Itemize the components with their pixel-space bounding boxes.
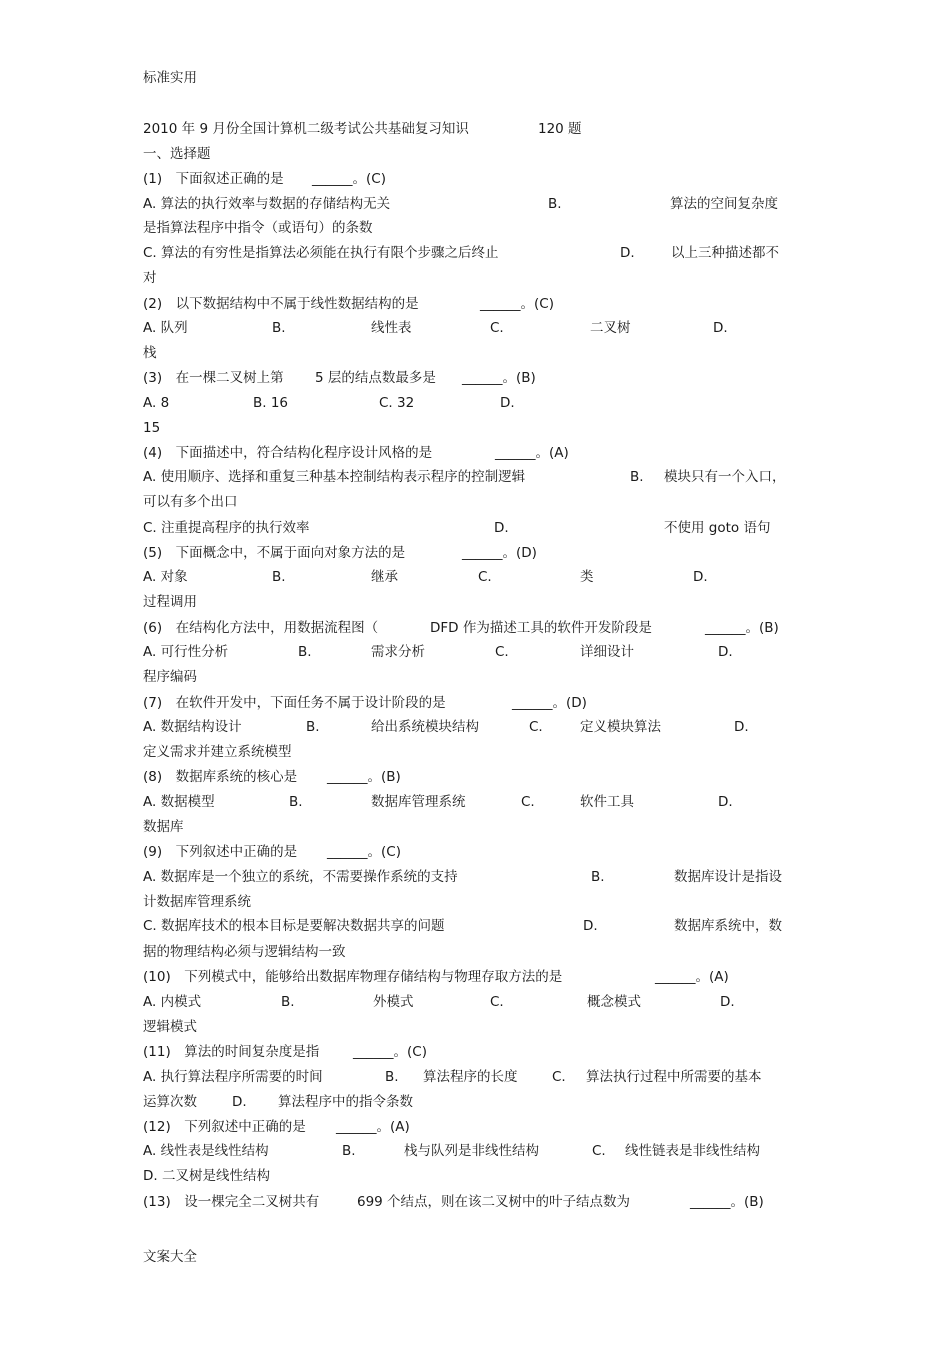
question-count: 120 题 bbox=[538, 121, 582, 137]
q12-option-c-text: 线性链表是非线性结构 bbox=[625, 1143, 760, 1159]
q12-option-d: D. 二叉树是线性结构 bbox=[143, 1168, 270, 1184]
q5-option-b-text: 继承 bbox=[371, 569, 398, 585]
q6-option-c-text: 详细设计 bbox=[580, 644, 634, 660]
q6-stem-continued: DFD 作为描述工具的软件开发阶段是 bbox=[430, 620, 652, 636]
q7-option-b-label: B. bbox=[306, 719, 320, 735]
q9-option-d-continued: 据的物理结构必须与逻辑结构一致 bbox=[143, 944, 346, 960]
q10-option-d-label: D. bbox=[720, 994, 735, 1010]
q11-option-c-continued: 运算次数 bbox=[143, 1094, 197, 1110]
q5-option-d-text: 过程调用 bbox=[143, 594, 197, 610]
q11-option-c-label: C. bbox=[552, 1069, 566, 1085]
q12-option-b-text: 栈与队列是非线性结构 bbox=[404, 1143, 539, 1159]
q10-option-b-label: B. bbox=[281, 994, 295, 1010]
q12-option-a: A. 线性表是线性结构 bbox=[143, 1143, 269, 1159]
q4-option-b-label: B. bbox=[630, 469, 644, 485]
q5-option-c-label: C. bbox=[478, 569, 492, 585]
q4-option-d-text: 不使用 goto 语句 bbox=[664, 520, 771, 536]
q8-option-d-label: D. bbox=[718, 794, 733, 810]
q7-option-b-text: 给出系统模块结构 bbox=[371, 719, 479, 735]
q11-option-b-text: 算法程序的长度 bbox=[423, 1069, 518, 1085]
q8-stem: (8) 数据库系统的核心是 bbox=[143, 769, 298, 785]
q3-option-c: C. 32 bbox=[379, 395, 415, 411]
q1-option-b-continued: 是指算法程序中指令（或语句）的条数 bbox=[143, 220, 373, 236]
q2-option-b-text: 线性表 bbox=[371, 320, 412, 336]
q3-stem-continued: 5 层的结点数最多是 bbox=[315, 370, 436, 386]
q12-option-b-label: B. bbox=[342, 1143, 356, 1159]
q8-option-b-label: B. bbox=[289, 794, 303, 810]
q7-option-c-text: 定义模块算法 bbox=[580, 719, 661, 735]
q4-option-b-text: 模块只有一个入口， bbox=[664, 469, 786, 485]
q10-option-d-text: 逻辑模式 bbox=[143, 1019, 197, 1035]
q11-option-b-label: B. bbox=[385, 1069, 399, 1085]
q2-answer-blank: ______。(C) bbox=[480, 296, 554, 312]
q5-option-a: A. 对象 bbox=[143, 569, 188, 585]
q5-option-c-text: 类 bbox=[580, 569, 594, 585]
q9-option-b-text: 数据库设计是指设 bbox=[674, 869, 782, 885]
q12-stem: (12) 下列叙述中正确的是 bbox=[143, 1119, 306, 1135]
q3-option-d-text: 15 bbox=[143, 420, 161, 436]
q3-option-a: A. 8 bbox=[143, 395, 170, 411]
q7-option-a: A. 数据结构设计 bbox=[143, 719, 242, 735]
q5-option-d-label: D. bbox=[693, 569, 708, 585]
q3-option-d-label: D. bbox=[500, 395, 515, 411]
q2-stem: (2) 以下数据结构中不属于线性数据结构的是 bbox=[143, 296, 419, 312]
q1-option-d-text: 以上三种描述都不 bbox=[671, 245, 779, 261]
q9-option-d-label: D. bbox=[583, 918, 598, 934]
q3-answer-blank: ______。(B) bbox=[462, 370, 536, 386]
q7-answer-blank: ______。(D) bbox=[512, 695, 587, 711]
q4-option-c: C. 注重提高程序的执行效率 bbox=[143, 520, 310, 536]
q9-option-b-continued: 计数据库管理系统 bbox=[143, 894, 251, 910]
section-heading: 一、选择题 bbox=[143, 146, 211, 162]
q10-option-c-text: 概念模式 bbox=[587, 994, 641, 1010]
q9-option-a: A. 数据库是一个独立的系统，不需要操作系统的支持 bbox=[143, 869, 458, 885]
q2-option-b-label: B. bbox=[272, 320, 286, 336]
q11-option-a: A. 执行算法程序所需要的时间 bbox=[143, 1069, 323, 1085]
q4-answer-blank: ______。(A) bbox=[495, 445, 569, 461]
q9-option-c: C. 数据库技术的根本目标是要解决数据共享的问题 bbox=[143, 918, 445, 934]
q8-option-a: A. 数据模型 bbox=[143, 794, 215, 810]
q11-option-d-text: 算法程序中的指令条数 bbox=[278, 1094, 413, 1110]
q5-option-b-label: B. bbox=[272, 569, 286, 585]
q7-option-d-label: D. bbox=[734, 719, 749, 735]
q1-option-d-label: D. bbox=[620, 245, 635, 261]
q1-option-a: A. 算法的执行效率与数据的存储结构无关 bbox=[143, 196, 391, 212]
q4-stem: (4) 下面描述中，符合结构化程序设计风格的是 bbox=[143, 445, 433, 461]
q11-answer-blank: ______。(C) bbox=[353, 1044, 427, 1060]
q13-answer-blank: ______。(B) bbox=[690, 1194, 764, 1210]
page-header: 标准实用 bbox=[143, 70, 197, 86]
q8-option-c-text: 软件工具 bbox=[580, 794, 634, 810]
q10-option-a: A. 内模式 bbox=[143, 994, 202, 1010]
q11-option-d-label: D. bbox=[232, 1094, 247, 1110]
q6-option-d-label: D. bbox=[718, 644, 733, 660]
q6-option-a: A. 可行性分析 bbox=[143, 644, 229, 660]
document-title: 2010 年 9 月份全国计算机二级考试公共基础复习知识 bbox=[143, 121, 469, 137]
q1-option-b-text: 算法的空间复杂度 bbox=[670, 196, 778, 212]
q11-stem: (11) 算法的时间复杂度是指 bbox=[143, 1044, 320, 1060]
q5-answer-blank: ______。(D) bbox=[462, 545, 537, 561]
q10-option-c-label: C. bbox=[490, 994, 504, 1010]
q2-option-c-text: 二叉树 bbox=[590, 320, 631, 336]
q4-option-b-continued: 可以有多个出口 bbox=[143, 494, 238, 510]
q4-option-a: A. 使用顺序、选择和重复三种基本控制结构表示程序的控制逻辑 bbox=[143, 469, 526, 485]
q10-stem: (10) 下列模式中，能够给出数据库物理存储结构与物理存取方法的是 bbox=[143, 969, 563, 985]
q6-stem: (6) 在结构化方法中，用数据流程图（ bbox=[143, 620, 379, 636]
q12-option-c-label: C. bbox=[592, 1143, 606, 1159]
q9-option-b-label: B. bbox=[591, 869, 605, 885]
q2-option-d-text: 栈 bbox=[143, 345, 157, 361]
page-footer: 文案大全 bbox=[143, 1249, 197, 1265]
q3-stem: (3) 在一棵二叉树上第 bbox=[143, 370, 284, 386]
q1-option-d-continued: 对 bbox=[143, 270, 157, 286]
q1-option-c: C. 算法的有穷性是指算法必须能在执行有限个步骤之后终止 bbox=[143, 245, 499, 261]
q9-answer-blank: ______。(C) bbox=[327, 844, 401, 860]
q6-option-c-label: C. bbox=[495, 644, 509, 660]
q10-answer-blank: ______。(A) bbox=[655, 969, 729, 985]
q12-answer-blank: ______。(A) bbox=[336, 1119, 410, 1135]
q9-option-d-text: 数据库系统中，数 bbox=[674, 918, 782, 934]
q5-stem: (5) 下面概念中，不属于面向对象方法的是 bbox=[143, 545, 406, 561]
q6-option-b-text: 需求分析 bbox=[371, 644, 425, 660]
q8-option-b-text: 数据库管理系统 bbox=[371, 794, 466, 810]
q7-option-d-text: 定义需求并建立系统模型 bbox=[143, 744, 292, 760]
q2-option-a: A. 队列 bbox=[143, 320, 188, 336]
q1-answer-blank: ______。(C) bbox=[312, 171, 386, 187]
q13-stem: (13) 设一棵完全二叉树共有 bbox=[143, 1194, 320, 1210]
q4-option-d-label: D. bbox=[494, 520, 509, 536]
q2-option-d-label: D. bbox=[713, 320, 728, 336]
q3-option-b: B. 16 bbox=[253, 395, 289, 411]
q1-option-b-label: B. bbox=[548, 196, 562, 212]
q6-option-b-label: B. bbox=[298, 644, 312, 660]
q8-option-c-label: C. bbox=[521, 794, 535, 810]
q13-stem-continued: 699 个结点，则在该二叉树中的叶子结点数为 bbox=[357, 1194, 631, 1210]
q7-option-c-label: C. bbox=[529, 719, 543, 735]
q2-option-c-label: C. bbox=[490, 320, 504, 336]
q7-stem: (7) 在软件开发中，下面任务不属于设计阶段的是 bbox=[143, 695, 446, 711]
q10-option-b-text: 外模式 bbox=[373, 994, 414, 1010]
q11-option-c-text: 算法执行过程中所需要的基本 bbox=[586, 1069, 762, 1085]
q9-stem: (9) 下列叙述中正确的是 bbox=[143, 844, 298, 860]
q6-answer-blank: ______。(B) bbox=[705, 620, 779, 636]
q8-answer-blank: ______。(B) bbox=[327, 769, 401, 785]
q6-option-d-text: 程序编码 bbox=[143, 669, 197, 685]
q8-option-d-text: 数据库 bbox=[143, 819, 184, 835]
q1-stem: (1) 下面叙述正确的是 bbox=[143, 171, 284, 187]
